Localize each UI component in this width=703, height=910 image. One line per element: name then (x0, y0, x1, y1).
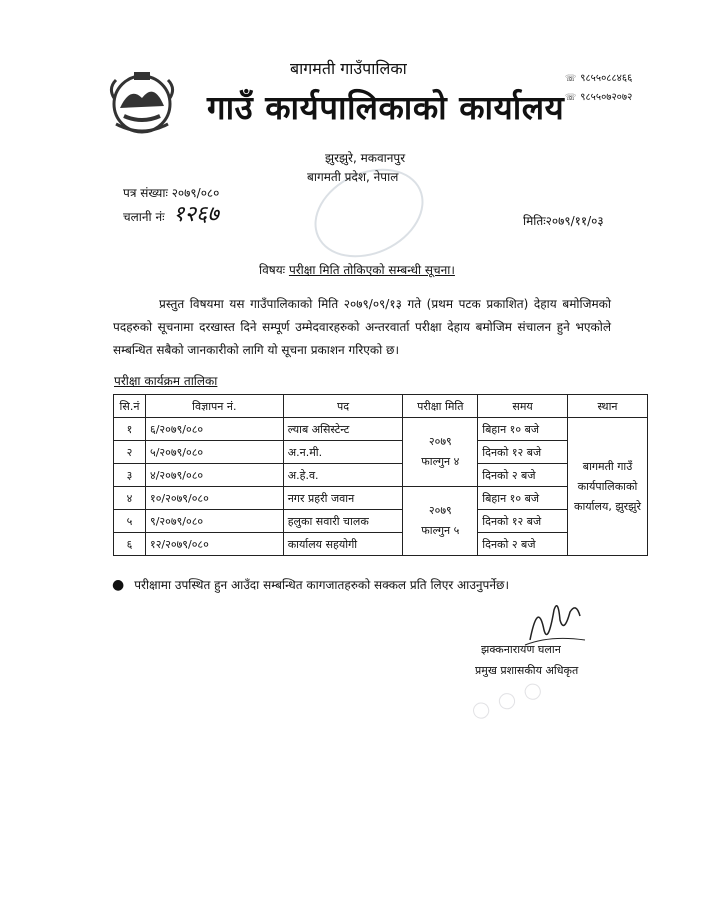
cell-sn: ३ (114, 464, 146, 487)
table-row (114, 510, 648, 533)
table-row (114, 533, 648, 556)
header-date: परीक्षा मिति (403, 395, 478, 418)
exam-schedule-table (113, 394, 648, 556)
cell-time: दिनको २ बजे (478, 464, 568, 487)
bullet-note (112, 576, 509, 593)
cell-post: नगर प्रहरी जवान (283, 487, 403, 510)
header-venue: स्थान (568, 395, 648, 418)
header-time: समय (478, 395, 568, 418)
cell-post: हलुका सवारी चालक (283, 510, 403, 533)
exam-day: फाल्गुन ४ (421, 455, 460, 468)
subject-label: विषयः (259, 263, 286, 277)
cell-ad: ९/२०७९/०८० (145, 510, 283, 533)
bullet-icon: ● (112, 577, 125, 593)
cell-time: बिहान १० बजे (478, 487, 568, 510)
cell-sn: ४ (114, 487, 146, 510)
cell-sn: ५ (114, 510, 146, 533)
cell-post: ल्याब असिस्टेन्ट (283, 418, 403, 441)
table-row (114, 418, 648, 441)
office-title: गाउँ कार्यपालिकाको कार्यालय (207, 88, 565, 127)
note-text: परीक्षामा उपस्थित हुन आउँदा सम्बन्धित कागजातहरुको सक्कल प्रति लिएर आउनुपर्नेछ। (134, 578, 509, 592)
cell-ad: ५/२०७९/०८० (145, 441, 283, 464)
cell-time: दिनको १२ बजे (478, 510, 568, 533)
seal-watermark: ◯ ◯ ◯ (469, 677, 546, 722)
subject-line (259, 261, 455, 278)
dispatch-label: चलानी नंः (123, 210, 165, 224)
cell-ad: ६/२०७९/०८० (145, 418, 283, 441)
dispatch-number: १२६७ (173, 202, 219, 227)
table-row (114, 464, 648, 487)
signature-icon (520, 590, 590, 650)
address-line-1: झुरझुरे, मकवानपुर (325, 151, 406, 165)
cell-ad: ४/२०७९/०८० (145, 464, 283, 487)
cell-sn: १ (114, 418, 146, 441)
phone-line-2 (565, 89, 632, 103)
table-title: परीक्षा कार्यक्रम तालिका (114, 374, 218, 388)
cell-exam-date (403, 418, 478, 487)
table-header-row (114, 395, 648, 418)
phone-line-1 (565, 70, 632, 84)
cell-post: कार्यालय सहयोगी (283, 533, 403, 556)
cell-sn: ६ (114, 533, 146, 556)
reference-number: पत्र संख्याः २०७९/०८० (123, 186, 220, 200)
cell-ad: १०/२०७९/०८० (145, 487, 283, 510)
exam-year: २०७९ (428, 435, 452, 448)
signatory-name: झक्कनारायण घलान (481, 643, 561, 656)
municipality-name: बागमती गाउँपालिका (290, 59, 407, 78)
cell-exam-date (403, 487, 478, 556)
phone-icon: ☏ (565, 93, 577, 103)
exam-year: २०७९ (428, 504, 452, 517)
cell-time: दिनको २ बजे (478, 533, 568, 556)
cell-post: अ.हे.व. (283, 464, 403, 487)
cell-time: बिहान १० बजे (478, 418, 568, 441)
header-post: पद (283, 395, 403, 418)
table-row (114, 441, 648, 464)
cell-post: अ.न.मी. (283, 441, 403, 464)
header-ad: विज्ञापन नं. (145, 395, 283, 418)
cell-ad: १२/२०७९/०८० (145, 533, 283, 556)
subject-text: परीक्षा मिति तोकिएको सम्बन्धी सूचना। (288, 263, 455, 277)
cell-venue: बागमती गाउँ कार्यपालिकाको कार्यालय, झुरझुरे (568, 418, 648, 556)
address-line-2: बागमती प्रदेश, नेपाल (307, 170, 399, 184)
phone-number-2: ९८५५०७२०७२ (580, 92, 633, 103)
table-row (114, 487, 648, 510)
signatory-post: प्रमुख प्रशासकीय अधिकृत (475, 664, 579, 677)
phone-number-1: ९८५५०८८४६६ (580, 73, 633, 84)
cell-time: दिनको १२ बजे (478, 441, 568, 464)
issue-date: मितिः२०७९/११/०३ (523, 214, 604, 228)
cell-sn: २ (114, 441, 146, 464)
notice-body: प्रस्तुत विषयमा यस गाउँपालिकाको मिति २०७९/०९/१३ गते (प्रथम पटक प्रकाशित) देहाय बमोजिमको पदहरुको सूचनामा दरखास्त दिने सम्पूर्ण उम्मेदवारहरुको अन्तरवार्ता परीक्षा देहाय बमोजिम संचालन हुने भएकोले सम्बन्धित सबैको जानकारीको लागि यो सूचना प्रकाशन गरिएको छ। (113, 297, 611, 357)
nepal-emblem-icon (106, 68, 178, 136)
phone-icon: ☏ (565, 74, 577, 84)
header-sn: सि.नं (114, 395, 146, 418)
exam-day: फाल्गुन ५ (421, 524, 460, 537)
